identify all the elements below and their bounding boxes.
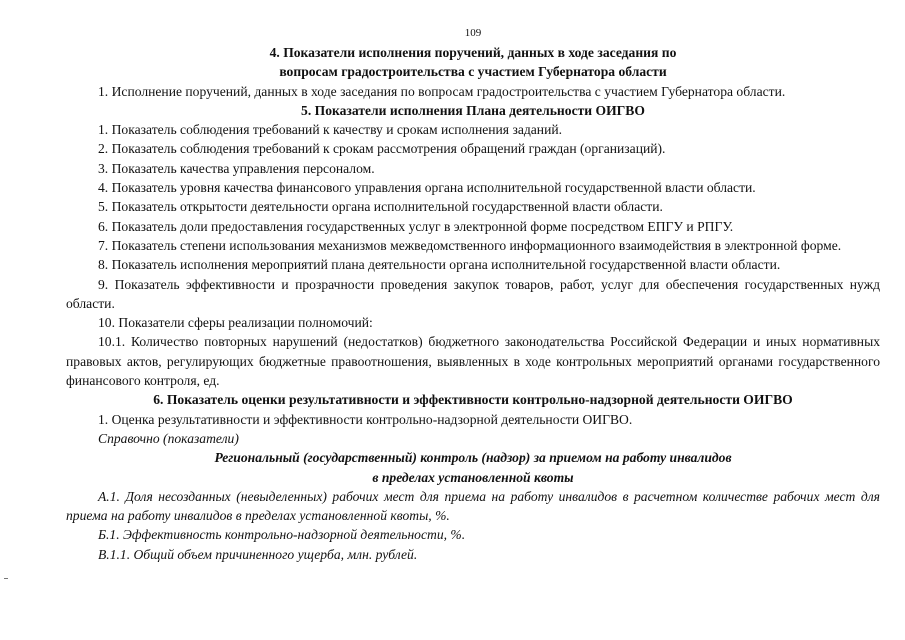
section-5-item: 4. Показатель уровня качества финансового управления органа исполнительной государственной власти области. (98, 180, 756, 196)
sub-heading-line-1: Региональный (государственный) контроль (надзор) за приемом на работу инвалидов (214, 450, 732, 466)
section-5-item: 6. Показатель доли предоставления государственных услуг в электронной форме посредством ЕПГУ и РПГУ. (98, 218, 734, 234)
section-5-item: 7. Показатель степени использования механизмов межведомственного информационного взаимодействия в электронной форме. (98, 237, 842, 253)
section-5-subitem: 10.1. Количество повторных нарушений (недостатков) бюджетного законодательства Российской Федерации и иных нормативных правовых актов, регулирующих бюджетные правоотношения, выявленных в ходе контрольных мероприятий органами государственного финансового контроля, ед. (66, 334, 880, 389)
section-4-item: 1. Исполнение поручений, данных в ходе заседания по вопросам градостроительства с участием Губернатора области. (98, 83, 786, 99)
section-5-heading: 5. Показатели исполнения Плана деятельности ОИГВО (301, 102, 645, 118)
sub-heading-line-2: в пределах установленной квоты (372, 469, 574, 485)
section-5-item: 10. Показатели сферы реализации полномочий: (98, 315, 373, 331)
section-4-heading-line-2: вопросам градостроительства с участием Губернатора области (279, 64, 667, 80)
indicator-item: А.1. Доля несозданных (невыделенных) рабочих мест для приема на работу инвалидов в расчетном количестве рабочих мест для приема на работу инвалидов в пределах установленной квоты, %. (66, 488, 880, 524)
indicator-item: В.1.1. Общий объем причиненного ущерба, млн. рублей. (98, 546, 418, 562)
section-6-heading: 6. Показатель оценки результативности и эффективности контрольно-надзорной деятельности ОИГВО (153, 392, 793, 408)
section-5-item: 5. Показатель открытости деятельности органа исполнительной государственной власти области. (98, 199, 663, 215)
section-5-item: 2. Показатель соблюдения требований к срокам рассмотрения обращений граждан (организаций). (98, 141, 666, 157)
section-5-item: 9. Показатель эффективности и прозрачности проведения закупок товаров, работ, услуг для обеспечения государственных нужд области. (66, 276, 880, 311)
margin-mark (4, 578, 8, 579)
section-5-item: 8. Показатель исполнения мероприятий плана деятельности органа исполнительной государственной власти области. (98, 257, 781, 273)
document-page (66, 26, 880, 564)
section-4-heading-line-1: 4. Показатели исполнения поручений, данных в ходе заседания по (269, 45, 677, 60)
section-5-item: 3. Показатель качества управления персоналом. (98, 160, 375, 176)
indicator-item: Б.1. Эффективность контрольно-надзорной деятельности, %. (98, 527, 466, 543)
reference-label: Справочно (показатели) (98, 430, 239, 446)
section-5-item: 1. Показатель соблюдения требований к качеству и срокам исполнения заданий. (98, 122, 563, 138)
section-6-item: 1. Оценка результативности и эффективности контрольно-надзорной деятельности ОИГВО. (98, 411, 633, 427)
page-number: 109 (464, 27, 482, 39)
